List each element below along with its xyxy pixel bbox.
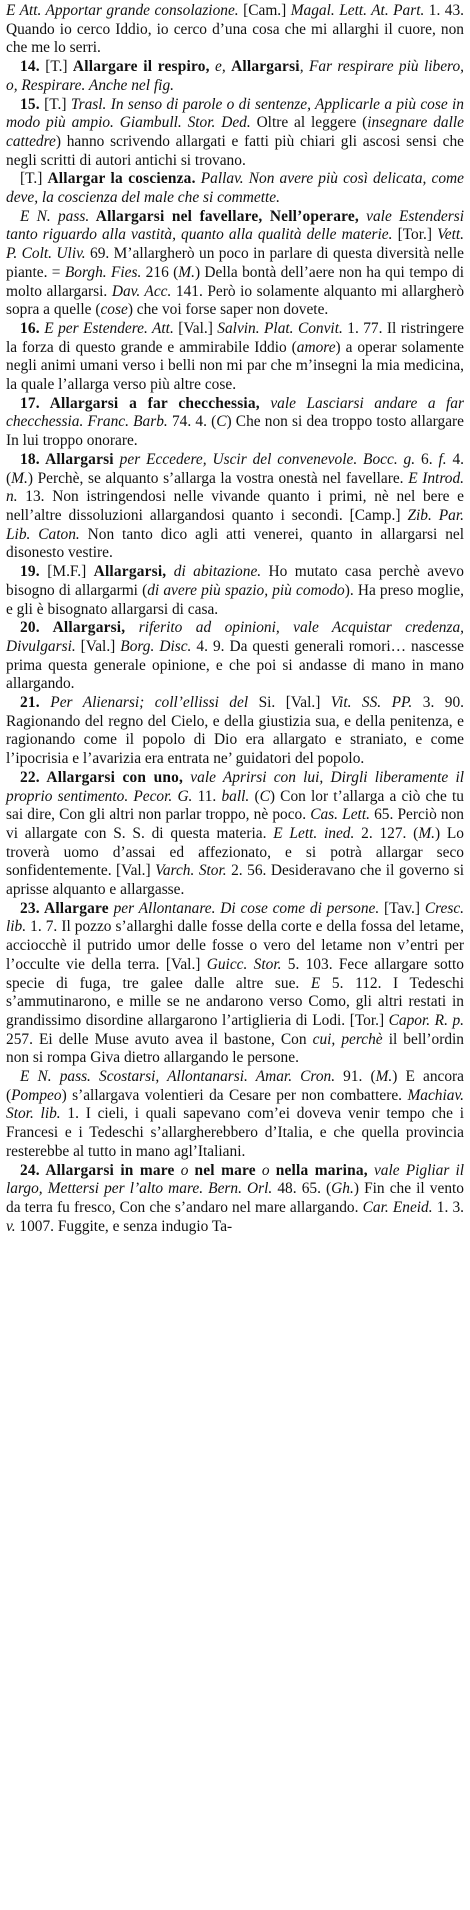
entry-text: 3. 90. Ragionando del regno del Cielo, e della giustizia sua, e della penitenza, e ragionando come il popolo di Dio era allargato e straniato, e come l’ipocrisia e l’avarizia era entrata ne’ guidatori del popolo. (6, 694, 464, 768)
entry-italic-text: , Far respirare più libero, o, Respirare. Anche nel fig. (6, 58, 464, 94)
entry-text: ) che voi forse saper non dovete. (127, 301, 329, 319)
entry-italic-text: M. (11, 469, 28, 487)
entry-text: ) Con lor t’allarga a ciò che tu sai dire, Con gli altri non parlar troppo, nè poco. (6, 787, 465, 824)
entry-headword: 23. (20, 899, 40, 917)
entry-headword: 20. (20, 619, 40, 637)
entry-italic-text: cui, perchè (312, 1030, 383, 1048)
entry-italic-text: Capor. R. p. (388, 1011, 465, 1029)
entry-headword: Allargarsi, (39, 619, 126, 637)
entry-italic-text: E per Estendere. Att. (39, 319, 174, 337)
entry-italic-text: vale Pigliar il largo, Mettersi per l’alto mare. Bern. Orl. (6, 1161, 465, 1198)
entry-italic-text: Trasl. In senso di parole o di sentenze, Applicarle a più cose in modo più ampio. Giambull. Stor. Ded. (6, 95, 464, 132)
entry-headword: Allargarsi, (93, 563, 167, 581)
entry-text: ). Ha preso moglie, e gli è bisognato allargarsi di casa. (6, 581, 464, 618)
entry-italic-text: Pallav. Non avere più così delicata, come deve, la coscienza del male che si commette. (6, 170, 464, 207)
entry-text: ) Della bontà dell’aere non ha qui tempo di molto allargarsi. (6, 263, 464, 300)
dictionary-entry (6, 451, 464, 563)
entry-text: [Val.] (75, 637, 121, 655)
entry-italic-text: f. (438, 450, 447, 468)
entry-text: 257. Ei delle Muse avuto avea il bastone, Con (6, 1030, 313, 1048)
dictionary-entry (6, 170, 464, 207)
entry-italic-text: C (216, 413, 227, 431)
entry-text: 2. 127. ( (354, 824, 419, 842)
dictionary-entry (6, 1162, 464, 1237)
entry-text: 91. ( (335, 1068, 376, 1086)
entry-italic-text: cose (100, 301, 128, 319)
dictionary-entry (6, 1068, 464, 1162)
dictionary-entry (6, 320, 464, 395)
entry-italic-text: per Eccedere, Uscir del convenevole. Bocc. g. (113, 450, 416, 468)
entry-text: 1. 43. Quando io cerco Iddio, io cerco d’una cosa che mi allarghi il cuore, non che me lo serri. (6, 2, 464, 57)
entry-text: [Tor.] (392, 226, 438, 244)
entry-headword: Allargarsi a far checchessia, (39, 394, 260, 412)
entry-headword: 17. (20, 394, 40, 412)
entry-italic-text: Borg. Disc. (120, 637, 192, 655)
entry-text: il bell’ordin non si rompa Giva dietro allargando le persone. (6, 1030, 464, 1067)
entry-italic-text: di avere più spazio, più comodo (147, 581, 345, 599)
dictionary-entry (6, 563, 464, 619)
dictionary-entry (6, 619, 464, 694)
entry-text: 48. 65. ( (272, 1180, 332, 1198)
entry-italic-text: per Allontanare. Di cose come di persone. (108, 899, 380, 917)
entry-headword: 21. (20, 694, 40, 712)
entry-text: [T.] (39, 95, 71, 113)
entry-italic-text: M. (418, 824, 435, 842)
entry-text: [T.] (39, 58, 73, 76)
entry-text: 1007. Fuggite, e senza indugio Ta- (15, 1217, 233, 1235)
entry-italic-text: Cresc. lib. (6, 899, 465, 936)
entry-text: 74. 4. ( (167, 413, 217, 431)
entry-headword: 22. (20, 768, 40, 786)
entry-headword: 24. (20, 1161, 40, 1179)
entry-italic-text: E Lett. ined. (273, 824, 355, 842)
entry-headword: 16. (20, 319, 40, 337)
entry-headword: nella marina, (275, 1161, 368, 1179)
entry-italic-text: E Introd. n. (6, 469, 464, 506)
entry-italic-text: ball. (221, 787, 250, 805)
dictionary-column (6, 2, 464, 1236)
entry-text: 65. Perciò non vi allargate con S. S. di questa materia. (6, 806, 465, 842)
entry-italic-text: M. (178, 263, 195, 281)
entry-text: 5. 112. I Tedeschi s’ammutinarono, e mille se ne andarono verso Como, gli altri restati in grandissimo disordine allargarono l’artiglieria di Lodi. [Tor.] (6, 974, 464, 1029)
entry-text: 1. 7. Il pozzo s’allarghi dalle fosse della corte e della fossa del letame, acciocchè il putrido umor delle fosse o vero del letame non v’entri per l’occulte vie della terra. [Val.] (6, 918, 464, 973)
entry-text: ) hanno scrivendo allargati e fatti più chiari gli ascosi sensi che negli scritti di autori antichi si trovano. (6, 132, 464, 169)
entry-italic-text: e, (209, 58, 232, 76)
entry-text: ) s’allargava volentieri da Cesare per non combattere. (61, 1086, 408, 1104)
entry-text: [Val.] (173, 319, 218, 337)
entry-text: ) a operar solamente negli animi umani verso i belli non mi par che m’insegni la mia medicina, la quale l’allarga verso più altre cose. (6, 338, 464, 394)
entry-italic-text: Borgh. Fies. (64, 263, 142, 281)
entry-text: 1. I cieli, i quali sapevano com’ei doveva venir tempo che i Francesi e i Tedeschi s’allargherebbero d’Italia, e che quella provincia resterebbe al tutto in mano agl’Italiani. (6, 1105, 464, 1160)
dictionary-entry (6, 208, 464, 320)
entry-text: 2. 56. Desideravano che il governo si aprisse alquanto e allargasse. (6, 862, 465, 899)
entry-italic-text: amore (296, 338, 336, 356)
entry-text: 4. ( (6, 450, 464, 487)
dictionary-entry (6, 2, 464, 58)
entry-text: ) Fin che il vento da terra fu fresco, Con che s’andaro nel mare allargando. (6, 1180, 464, 1216)
entry-text: 11. (192, 787, 222, 805)
entry-italic-text: Salvin. Plat. Convit. (217, 319, 343, 337)
entry-italic-text: E N. pass. Scostarsi, Allontanarsi. Amar. Cron. (20, 1068, 336, 1086)
entry-italic-text: insegnare dalle cattedre (6, 114, 464, 150)
entry-headword: Allargarsi in mare (39, 1161, 175, 1179)
entry-italic-text: riferito ad opinioni, vale Acquistar credenza, Divulgarsi. (6, 619, 464, 655)
entry-headword: 18. (20, 450, 40, 468)
entry-headword: Allargarsi con uno, (39, 768, 184, 786)
entry-text: ( (249, 787, 260, 805)
entry-text: 13. Non istringendosi nelle vivande quanto i primi, nè nel bere e nell’altre dissoluzioni allargandosi quanto i secondi. [Camp.] (6, 488, 464, 524)
dictionary-entry (6, 96, 464, 171)
entry-italic-text: M. (375, 1068, 393, 1086)
entry-text: 69. M’allargherò un poco in parlare di questa diversità nelle piante. = (6, 245, 464, 281)
entry-text: 1. 77. Il ristringere la forza di questo grande e ammirabile Iddio ( (6, 319, 464, 356)
entry-text: ) E ancora ( (6, 1068, 464, 1104)
entry-text: 4. 9. Da questi generali romori… nascesse prima questa generale opinione, e che poi si andasse di mano in mano allargando. (6, 637, 465, 693)
entry-italic-text: di abitazione. (166, 563, 262, 581)
entry-text: 1. 3. (432, 1199, 465, 1216)
entry-text: ) Che non si dea troppo tosto allargare In lui troppo onorare. (6, 413, 465, 450)
entry-headword: nel mare (194, 1161, 256, 1179)
entry-italic-text: Vit. SS. PP. (330, 694, 413, 712)
entry-italic-text: v. (6, 1217, 16, 1235)
entry-italic-text: vale Estendersi tanto riguardo alla vastità, quanto alla qualità delle materie. (6, 207, 464, 244)
entry-italic-text: Varch. Stor. (155, 862, 227, 880)
entry-italic-text: Cas. Lett. (310, 806, 370, 824)
entry-text: Oltre al leggere ( (250, 114, 368, 132)
entry-italic-text: Per Alienarsi; coll’ellissi del (39, 694, 249, 712)
entry-text: 6. (415, 450, 439, 468)
entry-text: Non tanto dico agli atti venerei, quanto in allargarsi nel disonesto vestire. (6, 525, 464, 562)
entry-headword: Allargare il respiro, (72, 58, 210, 76)
entry-italic-text: C (259, 787, 270, 805)
entry-italic-text: vale Lasciarsi andare a far checchessia. Franc. Barb. (6, 394, 464, 431)
entry-italic-text: o (174, 1161, 195, 1179)
entry-italic-text: o (255, 1161, 276, 1179)
entry-text: Si. [Val.] (248, 694, 331, 712)
entry-text: [M.F.] (39, 563, 94, 581)
entry-text: 5. 103. Fece allargare sotto specie di fuga, tre galee dalle altre sue. (6, 955, 464, 992)
entry-text: ) Perchè, se alquanto s’allarga la vostra onestà nel favellare. (27, 469, 409, 487)
entry-italic-text: Vett. P. Colt. Uliv. (6, 226, 465, 263)
entry-italic-text: E (310, 974, 321, 992)
entry-italic-text: Magal. Lett. At. Part. (290, 2, 425, 19)
entry-text: [T.] (20, 170, 48, 188)
entry-text: [Tav.] (379, 899, 425, 917)
entry-text: ) Lo troverà uomo d’assai ed affezionato, e si potrà allargar seco sonfidentemente. [Val.] (6, 824, 464, 880)
entry-italic-text: E Att. Apportar grande consolazione. (6, 2, 239, 19)
entry-headword: Allargarsi (231, 58, 300, 76)
dictionary-entry (6, 694, 464, 769)
entry-italic-text: Zib. Par. Lib. Caton. (6, 506, 464, 543)
entry-headword: 19. (20, 563, 40, 581)
entry-italic-text: Gh. (331, 1180, 354, 1198)
dictionary-entry (6, 395, 464, 451)
entry-italic-text: Guicc. Stor. (206, 955, 282, 973)
entry-italic-text: Car. Eneid. (362, 1199, 433, 1216)
dictionary-entry (6, 769, 464, 900)
dictionary-entry (6, 900, 464, 1068)
entry-headword: Allargar la coscienza. (47, 170, 196, 188)
entry-italic-text: vale Aprirsi con lui, Dirgli liberamente il proprio sentimento. Pecor. G. (6, 768, 465, 805)
entry-italic-text: Dav. Acc. (111, 282, 172, 300)
entry-headword: 14. (20, 58, 40, 76)
entry-text: 216 ( (141, 263, 179, 281)
entry-text: Ho mutato casa perchè avevo bisogno di allargarmi ( (6, 563, 464, 599)
entry-headword: 15. (20, 95, 40, 113)
entry-italic-text: Machiav. Stor. lib. (6, 1086, 464, 1123)
entry-italic-text: E N. pass. (20, 207, 90, 225)
entry-headword: Allargarsi nel favellare, Nell’operare, (89, 207, 359, 225)
entry-headword: Allargarsi (39, 450, 114, 468)
entry-text: 141. Però io solamente alquanto mi allargherò sopra a quelle ( (6, 282, 465, 319)
entry-text: [Cam.] (238, 2, 291, 19)
entry-headword: Allargare (39, 899, 109, 917)
dictionary-entry (6, 58, 464, 95)
entry-italic-text: Pompeo (11, 1086, 62, 1104)
